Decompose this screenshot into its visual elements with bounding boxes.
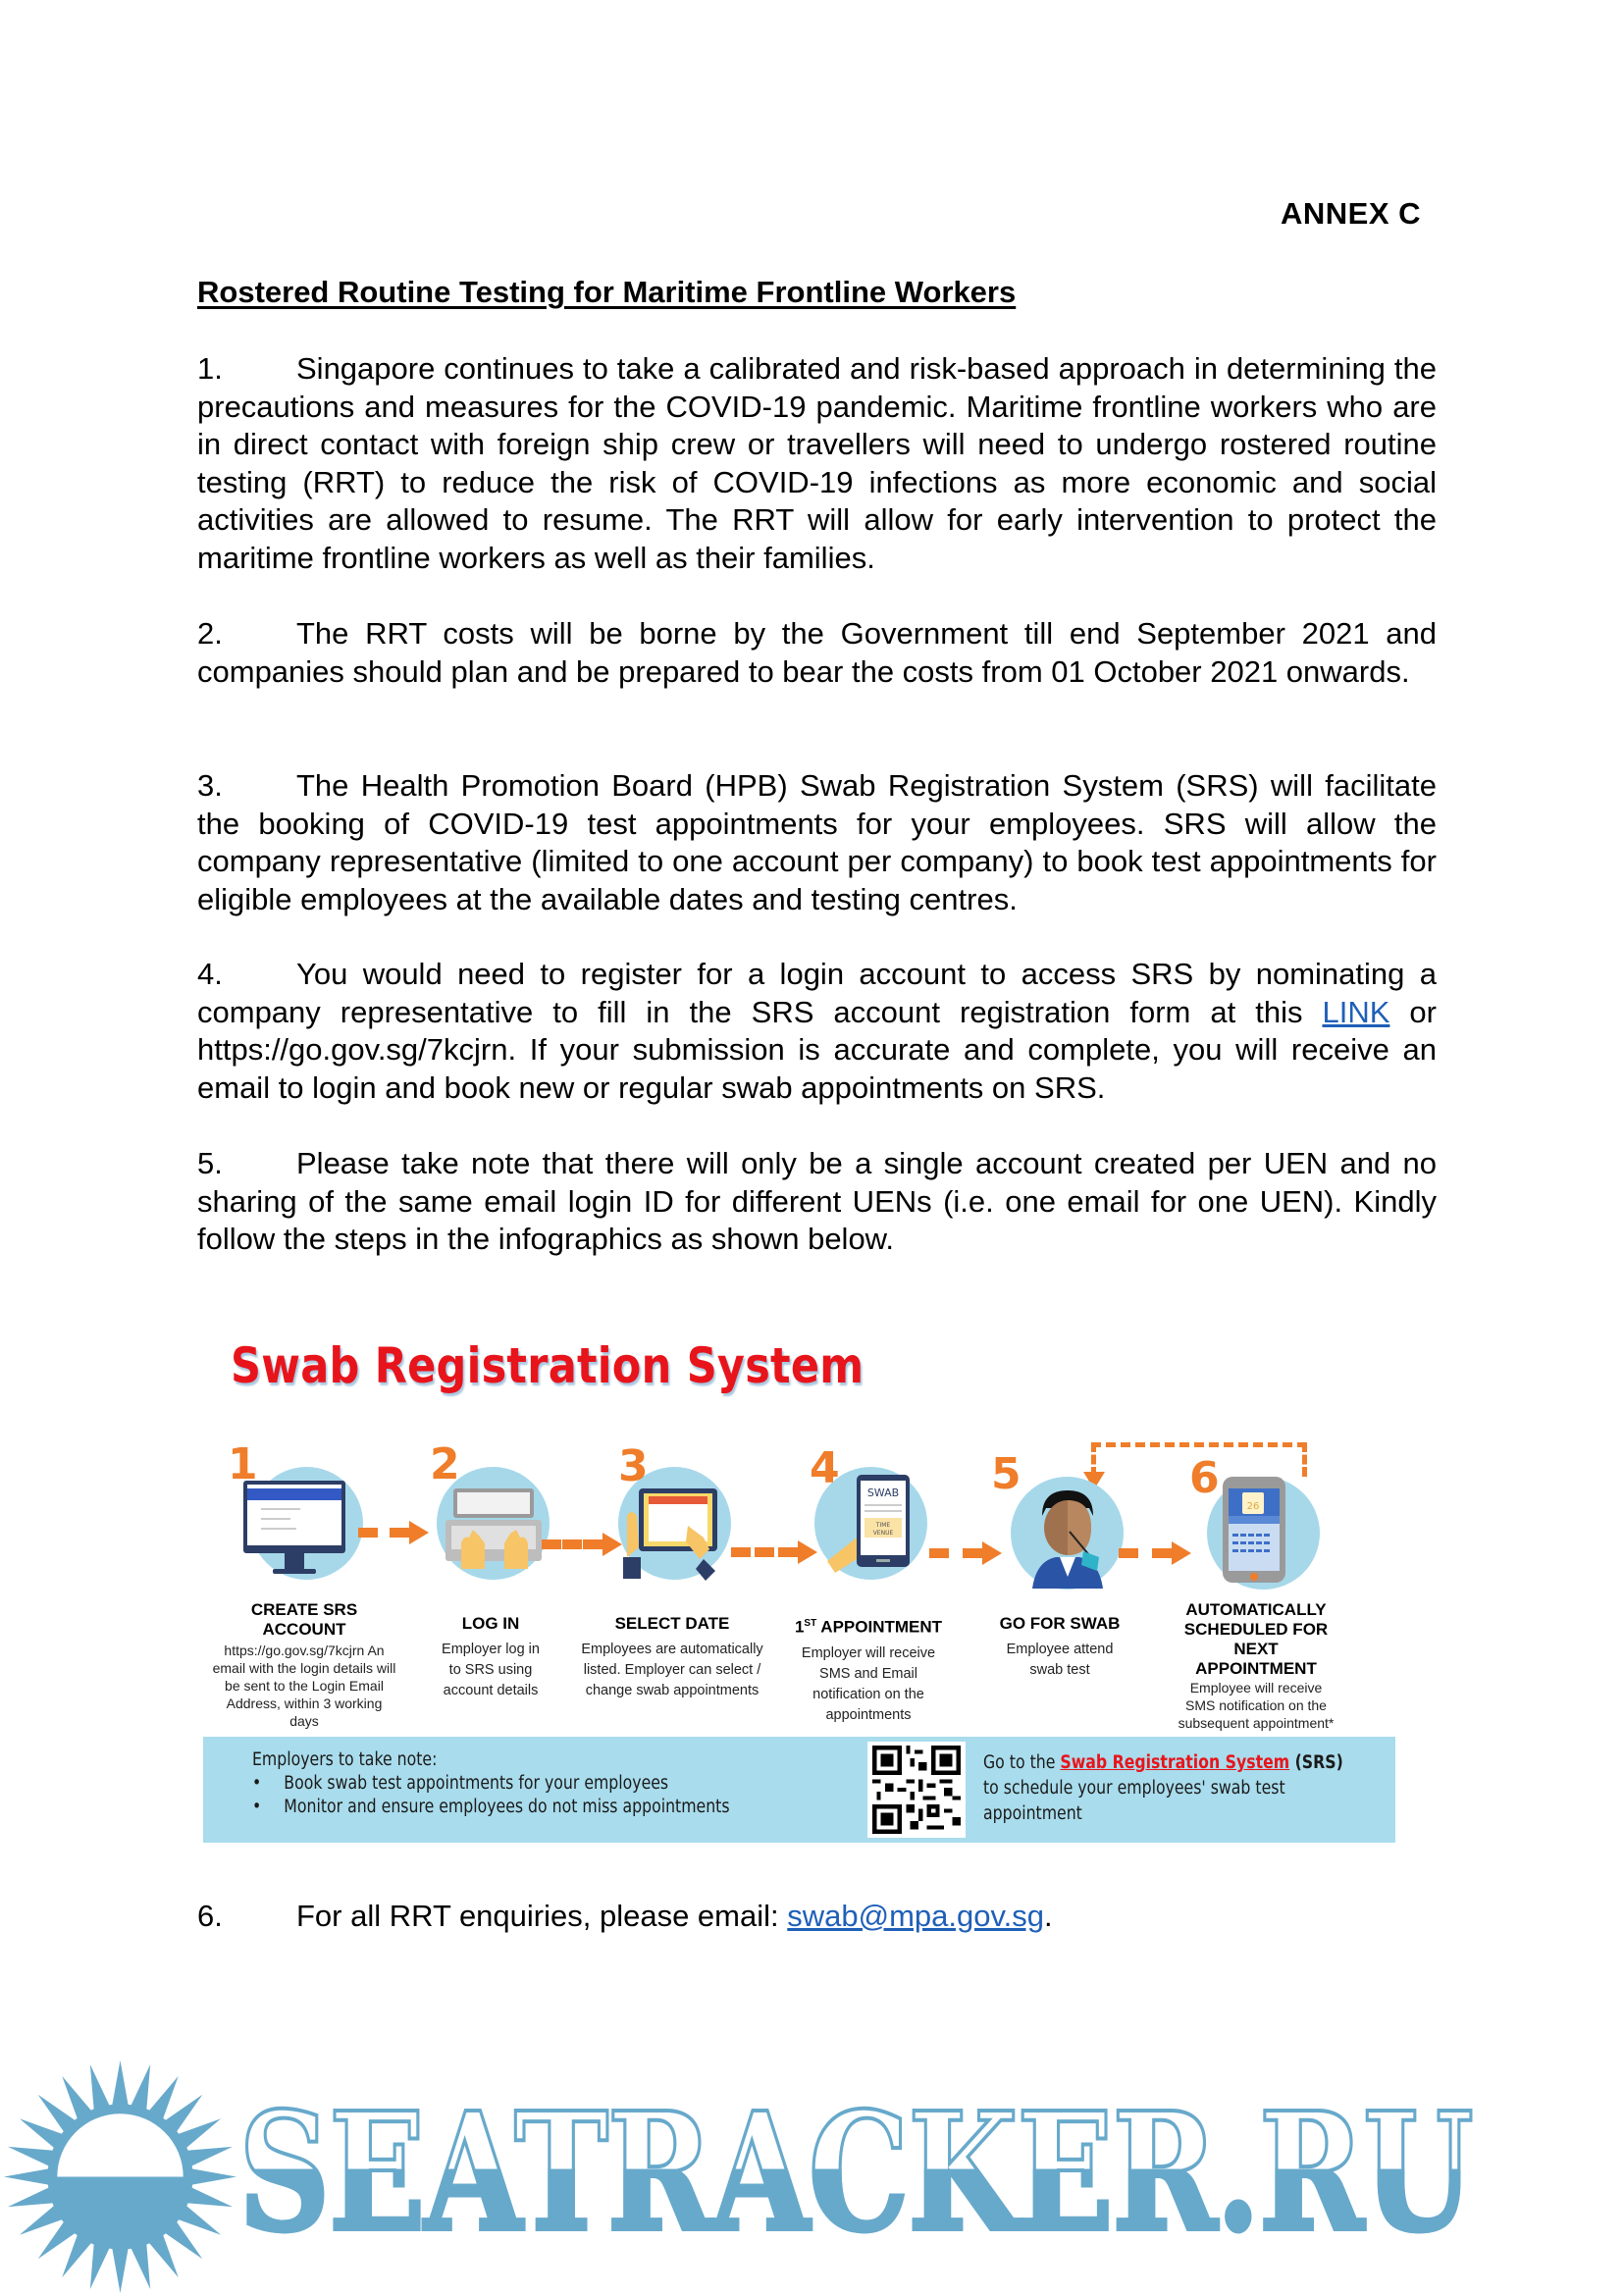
- step-label: AUTOMATICALLY SCHEDULED FOR NEXT APPOINTMENT: [1183, 1600, 1329, 1678]
- phone-calendar-icon: [1219, 1473, 1297, 1591]
- note-item: • Book swab test appointments for your employees: [252, 1772, 730, 1796]
- cta-text: to schedule your employees' swab test: [983, 1778, 1285, 1799]
- step-number: 3: [618, 1441, 649, 1491]
- paragraph-number: 5.: [197, 1146, 223, 1180]
- step-label: CREATE SRS ACCOUNT: [250, 1600, 358, 1639]
- paragraph-number: 2.: [197, 616, 223, 651]
- srs-link[interactable]: Swab Registration System: [1060, 1752, 1290, 1773]
- step-description: Employee attend swab test: [1006, 1642, 1114, 1678]
- svg-text:26: 26: [1246, 1501, 1260, 1512]
- step-2: [393, 1439, 589, 1701]
- srs-call-to-action: [983, 1750, 1343, 1827]
- step-3: [574, 1441, 770, 1701]
- step-number: 6: [1189, 1453, 1220, 1503]
- step-1: [206, 1439, 402, 1730]
- svg-text:VENUE: VENUE: [872, 1530, 894, 1537]
- step-label-prefix: 1: [794, 1617, 805, 1637]
- step-number: 2: [430, 1439, 460, 1489]
- sunburst-logo-icon: [0, 2059, 240, 2295]
- cta-text: appointment: [983, 1803, 1082, 1824]
- paragraph-number: 4.: [197, 957, 223, 991]
- step-description: Employees are automatically listed. Employer can select / change swab appointments: [581, 1642, 763, 1698]
- cta-bold-text: (SRS): [1289, 1752, 1343, 1773]
- step-6: [1148, 1447, 1364, 1732]
- registration-link[interactable]: LINK: [1322, 994, 1390, 1029]
- step-label-text: APPOINTMENT: [816, 1617, 943, 1637]
- step-description: https://go.gov.sg/7kcjrn An email with the login details will be sent to the Login Email Address, within 3 working days: [212, 1643, 396, 1729]
- paragraph-text: Please take note that there will only be a single account created per UEN and no sharing of the same email login ID for different UENs (i.e. one email for one UEN). Kindly follow the steps in the infographics as shown below.: [197, 1146, 1437, 1256]
- paragraph-2: [197, 615, 1437, 691]
- desktop-monitor-icon: [241, 1475, 351, 1585]
- step-label: SELECT DATE: [614, 1614, 730, 1633]
- paragraph-1: [197, 350, 1437, 577]
- paragraph-text: The RRT costs will be borne by the Government till end September 2021 and companies should plan and be prepared to bear the costs from 01 October 2021 onwards.: [197, 616, 1437, 689]
- step-number: 1: [228, 1439, 258, 1489]
- tablet-calendar-icon: [613, 1477, 731, 1585]
- paragraph-text: .: [1044, 1899, 1053, 1933]
- paragraph-5: [197, 1145, 1437, 1259]
- step-label: [770, 1614, 967, 1638]
- step-number: 5: [991, 1449, 1022, 1499]
- step-4: [770, 1443, 967, 1726]
- step-number: 4: [810, 1443, 840, 1493]
- qr-code-icon[interactable]: [867, 1742, 966, 1838]
- step-description: Employer will receive SMS and Email notification on the appointments: [801, 1644, 936, 1723]
- document-title: Rostered Routine Testing for Maritime Frontline Workers: [197, 275, 1017, 309]
- paragraph-4: [197, 956, 1437, 1107]
- svg-text:SWAB: SWAB: [866, 1487, 900, 1499]
- paragraph-text: You would need to register for a login account to access SRS by nominating a company representative to fill in the SRS account registration form at this: [197, 957, 1437, 1029]
- paragraph-text: Singapore continues to take a calibrated and risk-based approach in determining the precautions and measures for the COVID-19 pandemic. Maritime frontline workers who are in direct contact with foreign ship crew or travellers will need to undergo rostered routine testing (RRT) to reduce the risk of COVID-19 infections as more economic and social activities are allowed to resume. The RRT will allow for early intervention to protect the maritime frontline workers as well as their families.: [197, 351, 1437, 575]
- step-description: Employer log in to SRS using account details: [442, 1642, 540, 1698]
- infographic-title: Swab Registration System: [231, 1337, 864, 1394]
- person-nasal-swab-icon: [1019, 1487, 1117, 1594]
- annex-label: ANNEX C: [1281, 196, 1422, 231]
- step-label: LOG IN: [461, 1614, 520, 1633]
- paragraph-6: [197, 1898, 1437, 1936]
- note-list: [252, 1772, 730, 1819]
- step-description: Employee will receive SMS notification on the subsequent appointment*: [1178, 1680, 1335, 1731]
- step-label-sup: ST: [804, 1618, 817, 1629]
- note-item: • Monitor and ensure employees do not miss appointments: [252, 1796, 730, 1819]
- step-label: GO FOR SWAB: [999, 1614, 1121, 1633]
- paragraph-text: or https://go.gov.sg/7kcjrn. If your submission is accurate and complete, you will receive an email to login and book new or regular swab appointments on SRS.: [197, 994, 1437, 1105]
- laptop-typing-icon: [440, 1485, 548, 1588]
- watermark-text: SEATRACKER.RU: [238, 2077, 1473, 2269]
- swab-registration-infographic: [201, 1320, 1403, 1854]
- paragraph-text: The Health Promotion Board (HPB) Swab Registration System (SRS) will facilitate the booking of COVID-19 test appointments for your employees. SRS will allow the company representative (limited to one account per company) to book test appointments for eligible employees at the available dates and testing centres.: [197, 768, 1437, 916]
- email-link[interactable]: swab@mpa.gov.sg: [787, 1899, 1045, 1933]
- paragraph-text: For all RRT enquiries, please email:: [296, 1899, 788, 1933]
- paragraph-number: 3.: [197, 768, 223, 803]
- employer-note-band: [203, 1737, 1395, 1843]
- paragraph-number: 6.: [197, 1899, 223, 1933]
- svg-text:TIME: TIME: [875, 1522, 891, 1529]
- note-heading: Employers to take note:: [252, 1749, 438, 1770]
- paragraph-3: [197, 767, 1437, 918]
- cta-text: Go to the: [983, 1752, 1061, 1773]
- employer-note: [252, 1748, 730, 1819]
- paragraph-number: 1.: [197, 351, 223, 386]
